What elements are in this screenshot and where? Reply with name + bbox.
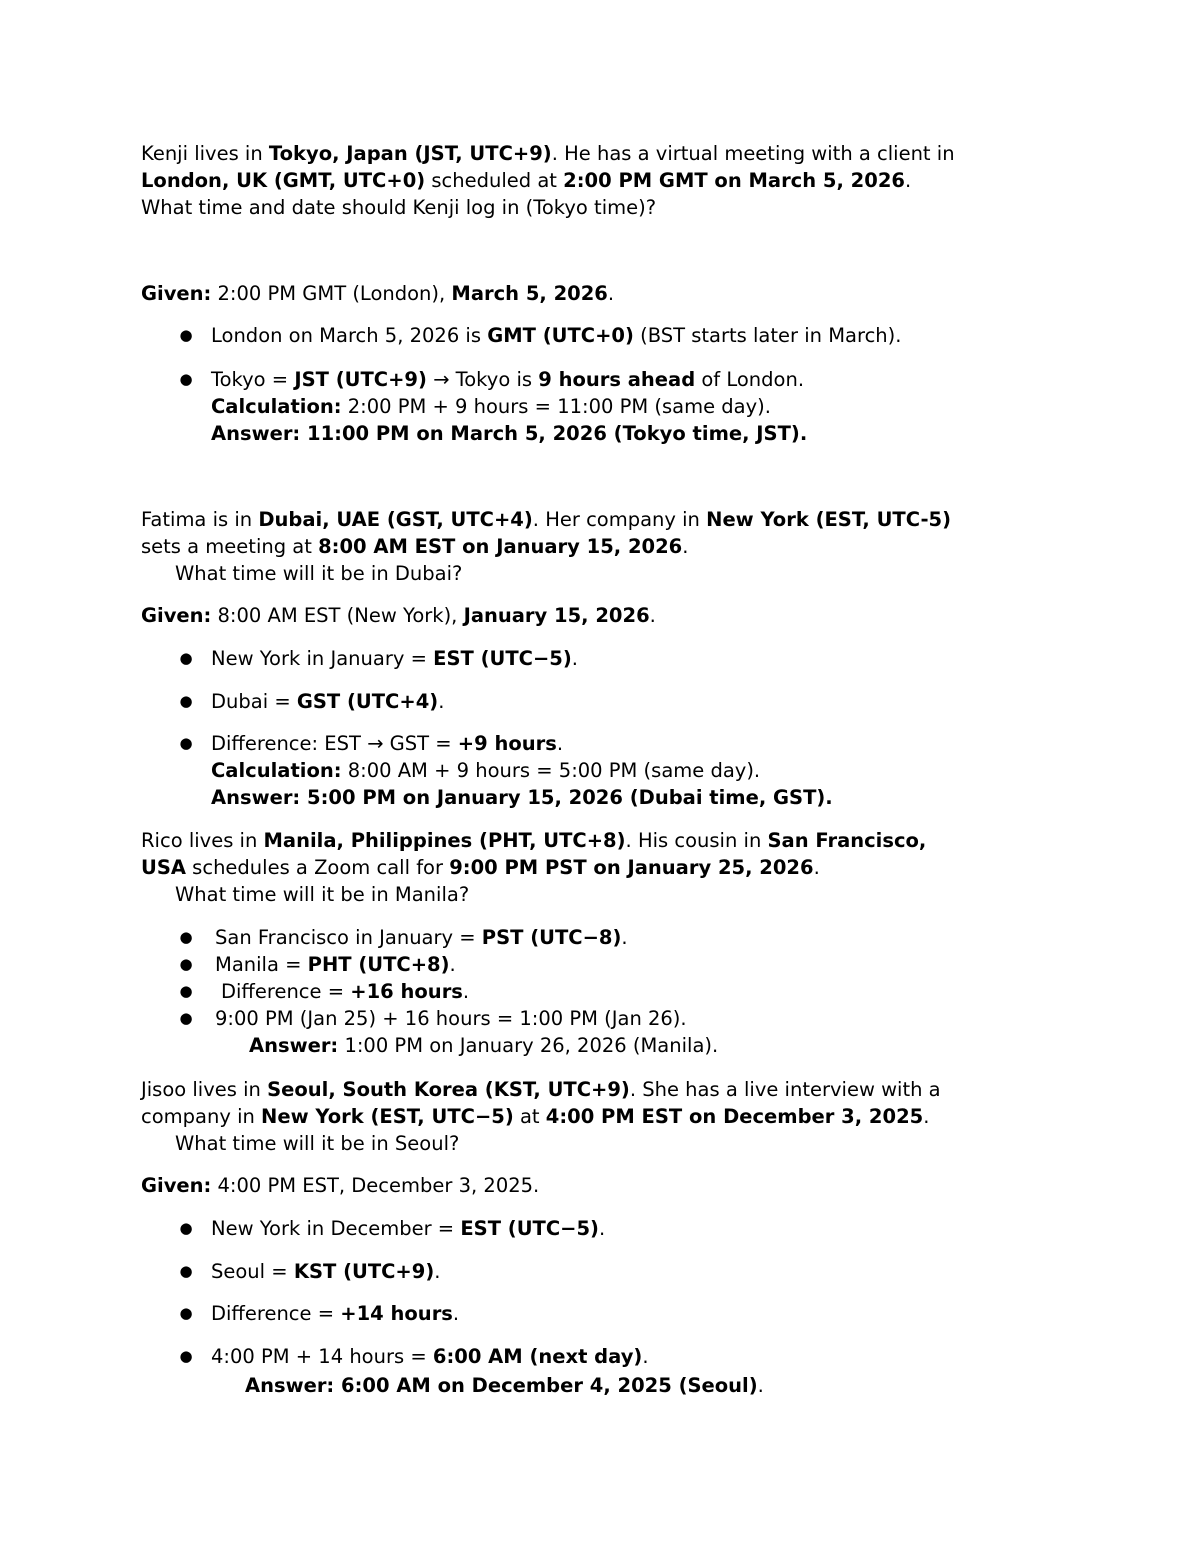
bullet-icon: ● bbox=[179, 1304, 193, 1322]
q2-given: Given: 8:00 AM EST (New York), January 15, 2026. bbox=[141, 604, 656, 627]
q4-prompt: Jisoo lives in Seoul, South Korea (KST, UTC+9). She has a live interview with a company in New York (EST, UTC−5) at 4:00 PM EST on December 3, 2025. What time will it be in Seoul? bbox=[141, 1078, 941, 1155]
q1-answer: Answer: 11:00 PM on March 5, 2026 (Tokyo time, JST). bbox=[211, 422, 808, 445]
bullet-icon: ● bbox=[179, 928, 193, 946]
q3-answer: Answer: 1:00 PM on January 26, 2026 (Manila). bbox=[249, 1034, 719, 1057]
bullet-icon: ● bbox=[179, 982, 193, 1000]
bullet-icon: ● bbox=[179, 1262, 193, 1280]
q3-prompt: Rico lives in Manila, Philippines (PHT, UTC+8). His cousin in San Francisco, USA schedules a Zoom call for 9:00 PM PST on January 25, 2026. What time will it be in Manila? bbox=[141, 829, 927, 906]
q2-prompt: Fatima is in Dubai, UAE (GST, UTC+4). Her company in New York (EST, UTC-5) sets a meeting at 8:00 AM EST on January 15, 2026. What time will it be in Dubai? bbox=[141, 508, 952, 585]
bullet-icon: ● bbox=[179, 692, 193, 710]
bullet-icon: ● bbox=[179, 1219, 193, 1237]
q2-answer: Answer: 5:00 PM on January 15, 2026 (Dubai time, GST). bbox=[211, 786, 833, 809]
q1-given: Given: 2:00 PM GMT (London), March 5, 2026. bbox=[141, 282, 615, 305]
bullet-icon: ● bbox=[179, 1347, 193, 1365]
q4-answer: Answer: 6:00 AM on December 4, 2025 (Seoul). bbox=[245, 1374, 764, 1397]
bullet-icon: ● bbox=[179, 326, 193, 344]
bullet-icon: ● bbox=[179, 649, 193, 667]
document-page: Kenji lives in Tokyo, Japan (JST, UTC+9). He has a virtual meeting with a client in London, UK (GMT, UTC+0) scheduled at 2:00 PM GMT on March 5, 2026. What time and date should Kenji log in (Tokyo time)? Given: 2:00 PM GMT (London), March 5, 2026. ● London on March 5, 2026 is GMT (UTC+0) (BST starts later in March). ● Tokyo = JST (UTC+9) → Tokyo is 9 hours ahead of London. Calculation: 2:00 PM + 9 hours = 11:00 PM (same day). Answer: 11:00 PM on March 5, 2026 (Tokyo time, JST). Fatima is in Dubai, UAE (GST, UTC+4). Her company in New York (EST, UTC-5) sets a meeting at 8:00 AM EST on January 15, 2026. What time will it be in Dubai? Given: 8:00 AM EST (New York), January 15, 2026. ● New York in January = EST (UTC−5). ● Dubai = GST (UTC+4). ● Difference: EST → GST = +9 hours. Calculation: 8:00 AM + 9 hours = 5:00 PM (same day). Answer: 5:00 PM on January 15, 2026 (Dubai time, GST). Rico lives in Manila, Philippines (PHT, UTC+8). His cousin in San Francisco, USA schedules a Zoom call for 9:00 PM PST on January 25, 2026. What time will it be in Manila? ● San Francisco in January = PST (UTC−8). ● Manila = PHT (UTC+8). ● Difference = +16 hours. ● 9:00 PM (Jan 25) + 16 hours = 1:00 PM (Jan 26). Answer: 1:00 PM on January 26, 2026 (Manila). Jisoo lives in Seoul, South Korea (KST, UTC+9). She has a live interview with a company in New York (EST, UTC−5) at 4:00 PM EST on December 3, 2025. What time will it be in Seoul? Given: 4:00 PM EST, December 3, 2025. ● New York in December = EST (UTC−5). ● Seoul = KST (UTC+9). ● Difference = +14 hours. ● 4:00 PM + 14 hours = 6:00 AM (next day). Answer: 6:00 AM on December 4, 2025 (Seoul). bbox=[0, 0, 1200, 1553]
bullet-icon: ● bbox=[179, 1009, 193, 1027]
bullet-icon: ● bbox=[179, 370, 193, 388]
q1-prompt: Kenji lives in Tokyo, Japan (JST, UTC+9). He has a virtual meeting with a client in London, UK (GMT, UTC+0) scheduled at 2:00 PM GMT on March 5, 2026. What time and date should Kenji log in (Tokyo time)? bbox=[141, 142, 955, 219]
bullet-icon: ● bbox=[179, 955, 193, 973]
bullet-icon: ● bbox=[179, 734, 193, 752]
q4-given: Given: 4:00 PM EST, December 3, 2025. bbox=[141, 1174, 540, 1197]
